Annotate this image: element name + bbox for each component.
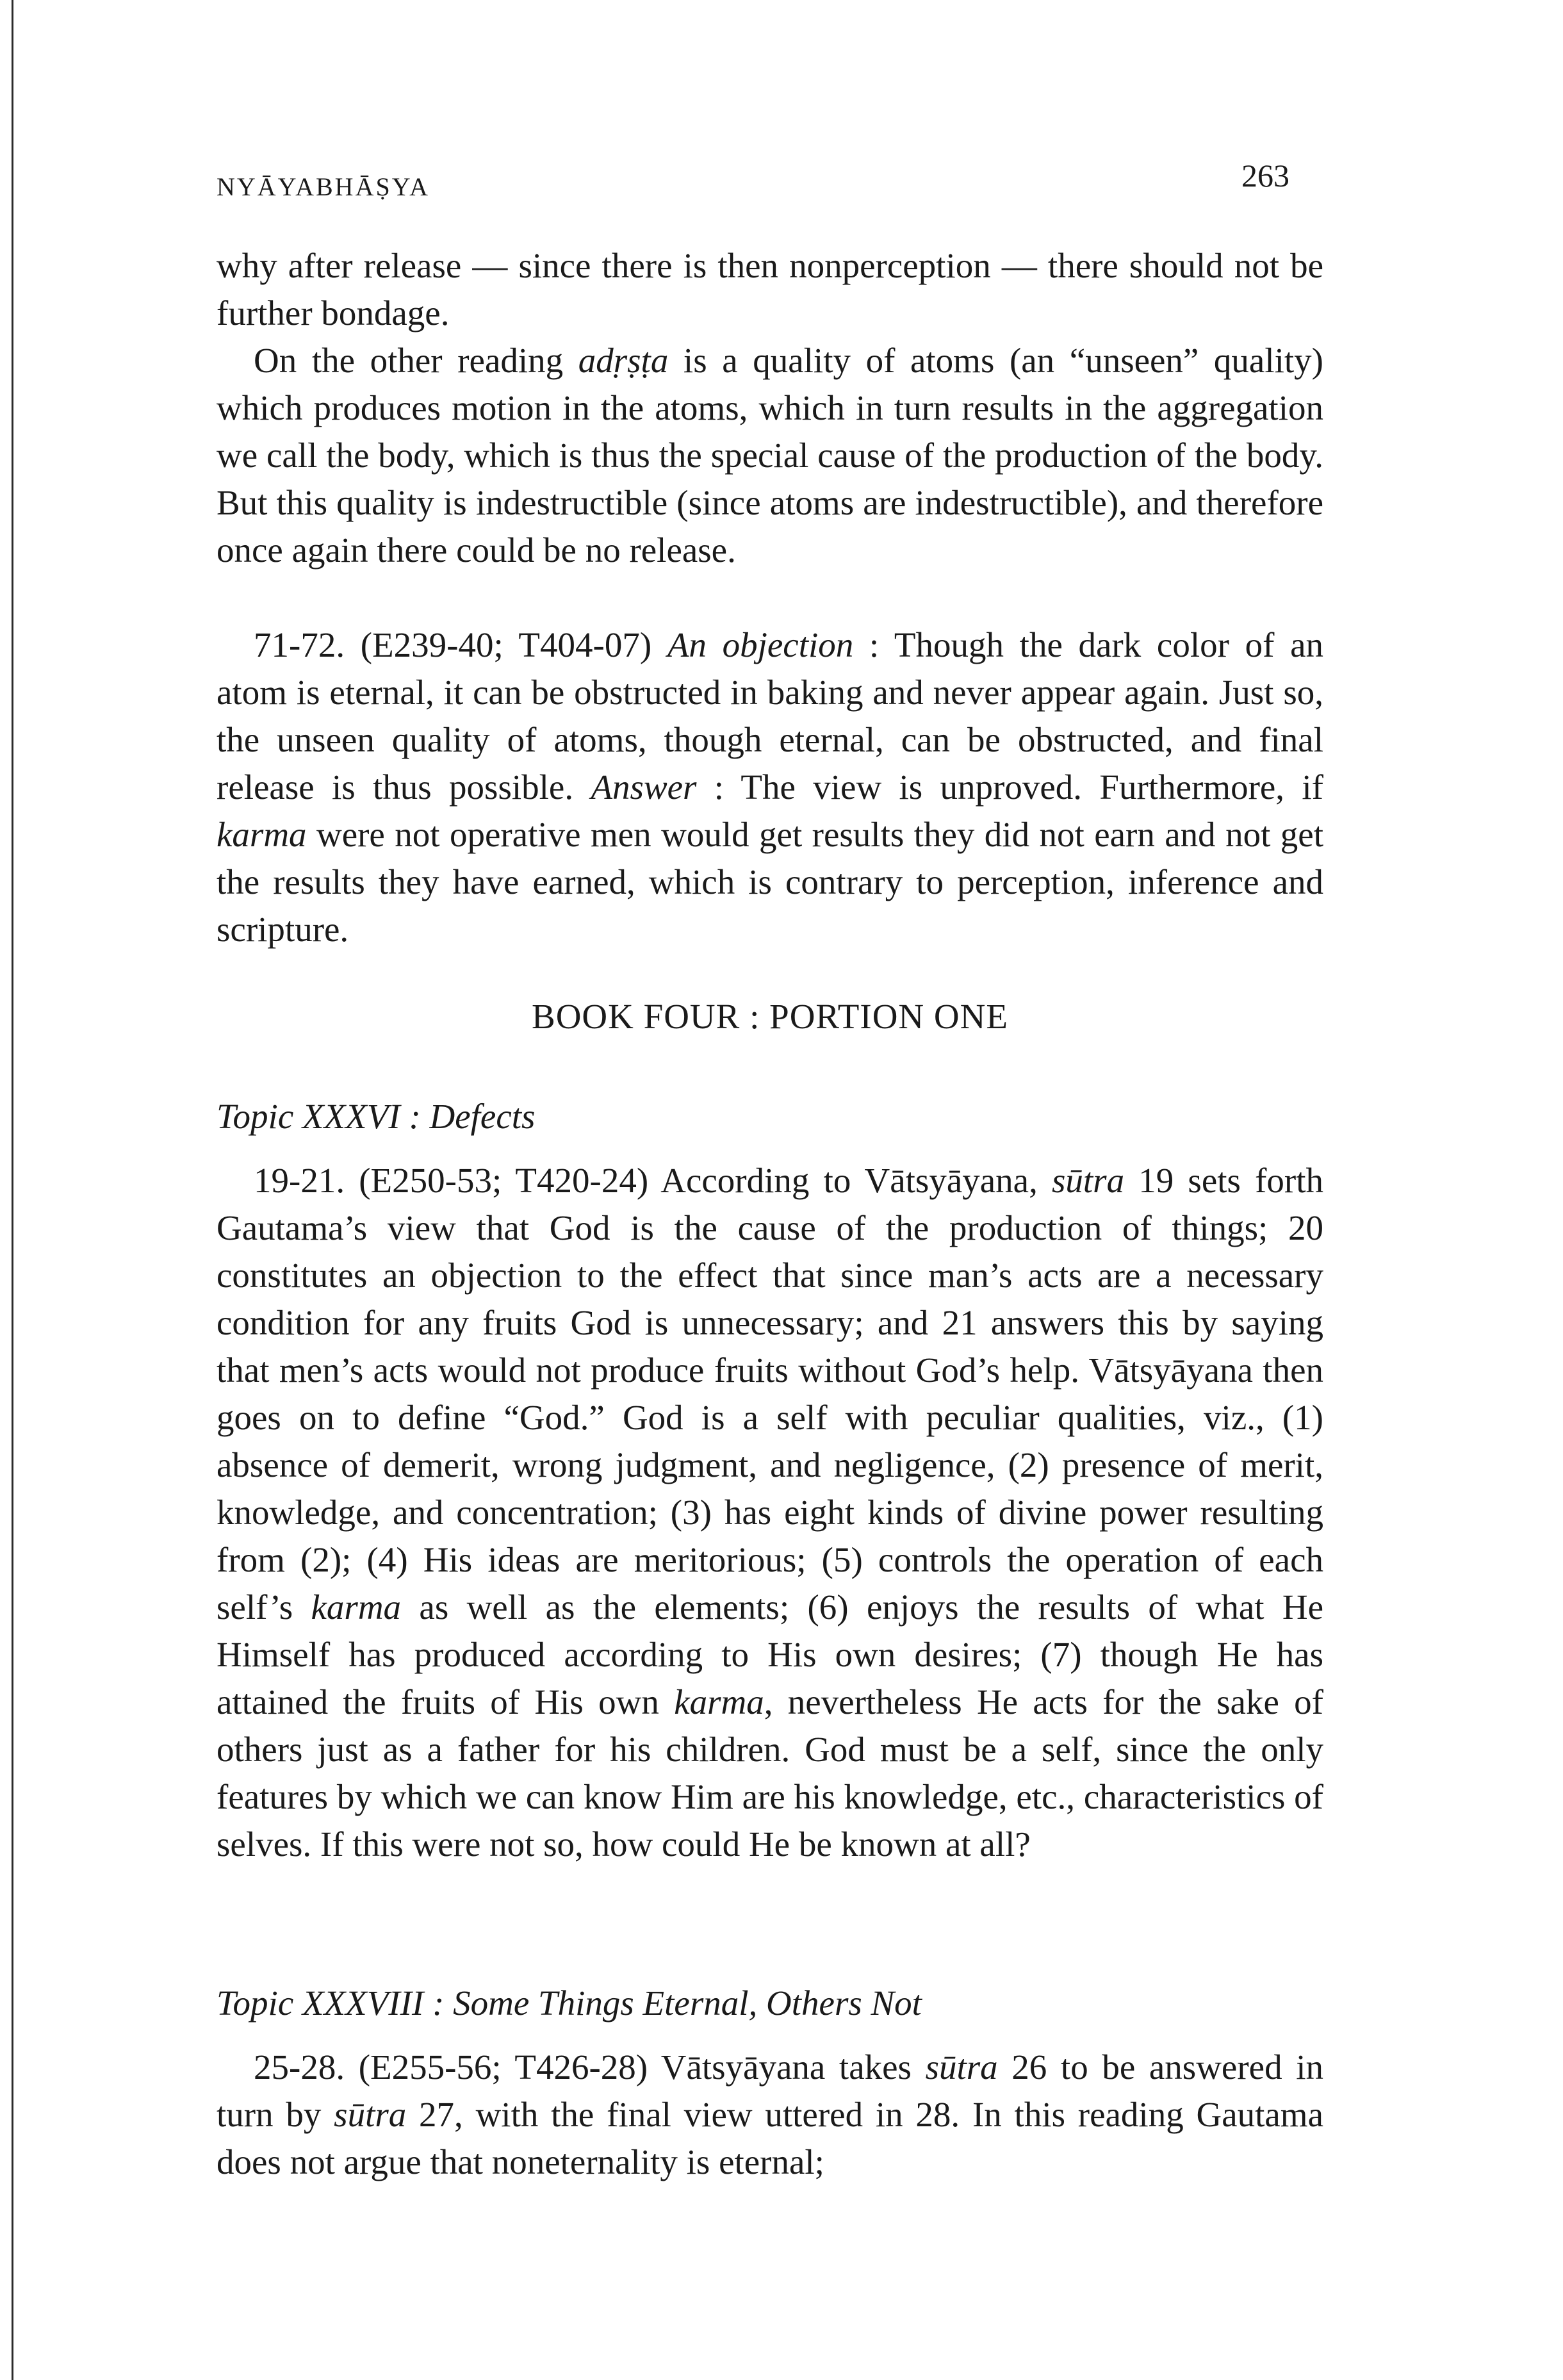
paragraph-25-28 [217,2044,1323,2186]
text-run: were not operative men would get results they did not earn and not get the results they have earned, which is contrary to perception, inference and scripture. [217,815,1323,949]
text-run: 19 sets forth Gautama’s view that God is the cause of the production of things; 20 constitutes an objection to the effect that since man’s acts are a necessary condition for any fruits God is unnecessary; and 21 answers this by saying that men’s acts would not produce fruits without God’s help. Vātsyāyana then goes on to define “God.” God is a self with peculiar qualities, viz., (1) absence of demerit, wrong judgment, and negligence, (2) presence of merit, knowledge, and concentration; (3) has eight kinds of divine power resulting from (2); (4) His ideas are meritorious; (5) controls the operation of each self’s [217,1161,1324,1627]
paragraph-adrsta [217,337,1323,574]
page-number: 263 [1241,158,1289,193]
italic-term: karma [217,815,307,854]
topic-separator: : [423,1983,454,2023]
italic-term: sūtra [925,2048,998,2087]
paragraph-71-72 [217,621,1323,953]
text-run: 25-28. (E255-56; T426-28) Vātsyāyana takes [254,2048,926,2087]
italic-term: An objection [667,625,854,664]
paragraph-19-21 [217,1157,1323,1868]
text-run: , nevertheless He acts for the sake of others just as a father for his children. God must be a self, since the only features by which we can know Him are his knowledge, etc., characteristics of selves. If this were not so, how could He be known at all? [217,1682,1323,1864]
topic-label: Topic XXXVIII [217,1983,424,2023]
topic-heading-xxxviii [217,1980,1323,2027]
topic-title: Defects [429,1097,536,1136]
topic-label: Topic XXXVI [217,1097,400,1136]
text-run: 26 to be answered in turn by [217,2048,1323,2134]
italic-term: adṛṣṭa [578,341,669,380]
topic-separator: : [400,1097,430,1136]
text-run: On the other reading [254,341,578,380]
text-run: as well as the elements; (6) enjoys the results of what He Himself has produced according to His own desires; (7) though He has attained the fruits of His own [217,1588,1323,1721]
scan-edge-line [12,0,13,2380]
text-run: 19-21. (E250-53; T420-24) According to Vātsyāyana, [254,1161,1052,1200]
italic-term: sūtra [334,2095,407,2134]
paragraph-release [217,242,1323,337]
running-title: NYĀYABHĀṢYA [217,172,430,201]
text-run: 27, with the final view uttered in 28. In this reading Gautama does not argue that noneternality is eternal; [217,2095,1323,2181]
italic-term: karma [674,1682,764,1721]
text-run: : The view is unproved. Furthermore, if [696,767,1323,807]
italic-term: Answer [591,767,697,807]
italic-term: sūtra [1052,1161,1125,1200]
text-run: : Though the dark color of an atom is eternal, it can be obstructed in baking and never appear again. Just so, the unseen quality of atoms, though eternal, can be obstructed, and final release is thus possible. [217,625,1323,807]
italic-term: karma [311,1588,402,1627]
topic-heading-xxxvi [217,1093,1323,1140]
paragraph-release-text: why after release — since there is then nonperception — there should not be further bondage. [217,246,1323,332]
book-heading: BOOK FOUR : PORTION ONE [532,997,1008,1036]
text-run: 71-72. (E239-40; T404-07) [254,625,667,664]
text-run: is a quality of atoms (an “unseen” quality) which produces motion in the atoms, which in turn results in the aggregation we call the body, which is thus the special cause of the production of the body. But this quality is indestructible (since atoms are indestructible), and therefore once again there could be no release. [217,341,1323,570]
topic-title: Some Things Eternal, Others Not [453,1983,922,2023]
